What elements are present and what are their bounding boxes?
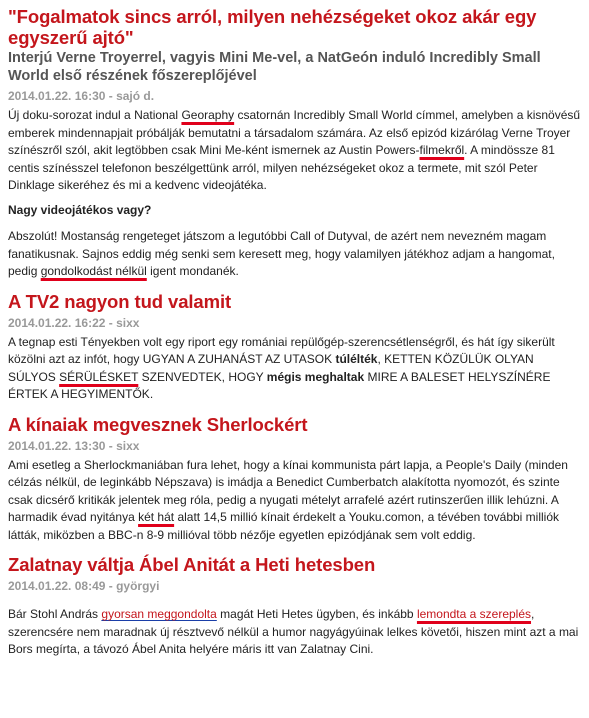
text-run: , szerencsére nem maradnak új résztvevő nélkül a humor nagyágyúinak lelkes követői, hiszen mint azt a mai Bors megírta, a távozó Ábel Anita helyére máris itt van Zalatnay Cini. [8, 607, 579, 656]
text-run: SZENVEDTEK, HOGY [138, 369, 267, 384]
typo-underline: SÉRÜLÉSKET [59, 369, 139, 384]
text-run: alatt 14,5 millió kínait érdekelt a Youku.comon, a tévében további milliók látták, miközben a BBC-n 8-9 millióval több nézője egyetlen epizódjának sem volt eddig. [8, 510, 559, 542]
article-subtitle: Interjú Verne Troyerrel, vagyis Mini Me-vel, a NatGeón induló Incredibly Small World első részének főszereplőjével [8, 50, 541, 84]
bold-run: mégis meghaltak [266, 369, 365, 384]
text-run: csatornán Incredibly Small World címmel, amelyben a kisnövésű emberek mindennapjait próbálják bemutatni a társadalom számára. Az első epizód kizárólag Verne Troyer színészről szól, akit legtöbben csak Mini Me-ként ismernek az Austin Powers- [8, 108, 581, 157]
article-title[interactable]: A kínaiak megvesznek Sherlockért [8, 413, 308, 435]
text-run: , KETTEN KÖZÜLÜK OLYAN SÚLYOS [8, 352, 534, 384]
text-run: magát Heti Hetes ügyben, és inkább [216, 607, 417, 621]
article-meta: 2014.01.22. 08:49 - györgyi [8, 579, 160, 593]
article-tv2 [8, 285, 581, 404]
text-run: A tegnap esti Tényekben volt egy riport egy romániai repülőgép-szerencsétlenségről, és hát így sikerült közölni azt az infót, hogy UGYAN A ZUHANÁST AZ UTASOK [8, 334, 555, 366]
article-title[interactable]: Zalatnay váltja Ábel Anitát a Heti hetesben [8, 554, 376, 575]
article-paragraph [8, 334, 581, 404]
article-paragraph [8, 606, 581, 659]
text-run: Ami esetleg a Sherlockmaniában fura lehet, hogy a kínai kommunista párt lapja, a People's Daily (minden célzás nélkül, de leginkább Népszava) is imádja a Benedict Cumberbatch alakította nyomozót, és szinte csak dicsérő kritikák jelentek meg róla, pedig a nyugati mételyt arrafelé azért rutinszerűen illik lehúzni. A harmadik évad nyitánya [8, 457, 568, 524]
article-meta: 2014.01.22. 16:30 - sajó d. [8, 89, 155, 103]
text-run: igent mondanék. [146, 264, 239, 278]
bold-run: túlélték [335, 352, 378, 366]
typo-underline: filmekről [419, 143, 465, 157]
article-title[interactable]: A TV2 nagyon tud valamit [8, 290, 232, 312]
interview-question: Nagy videojátékos vagy? [8, 202, 152, 217]
text-run: Bár Stohl András [8, 607, 102, 621]
typo-underline: Georaphy [181, 108, 235, 122]
text-run: Új doku-sorozat indul a National [8, 108, 182, 122]
article-link[interactable]: lemondta a szereplés [416, 607, 532, 621]
text-run: MIRE A BALESET HELYSZÍNÉRE ÉRTEK A HEGYIMENTŐK. [8, 369, 551, 401]
typo-underline: gondolkodást nélkül [40, 264, 147, 278]
article-paragraph [8, 228, 581, 281]
text-run: . A mindössze 81 centis színésszel telefonon beszélgettünk arról, milyen nehézségeket okoz a termete, mit szól Peter Dinklage sikeréhez és mi a kedvenc videojátéka. [8, 143, 555, 192]
article-zalatnay [8, 548, 581, 659]
article-meta: 2014.01.22. 16:22 - sixx [8, 315, 140, 330]
article-paragraph [8, 107, 581, 195]
article-link[interactable]: gyorsan meggondolta [101, 607, 217, 621]
article-verne-troyer [8, 0, 581, 281]
article-sherlock [8, 408, 581, 545]
typo-underline: két hát [138, 510, 175, 524]
article-paragraph [8, 457, 581, 545]
article-meta: 2014.01.22. 13:30 - sixx [8, 438, 140, 453]
text-run: Abszolút! Mostanság rengeteget játszom a legutóbbi Call of Dutyval, de azért nem nevezném magam fanatikusnak. Sajnos eddig még senki sem keresett meg, hogy valamilyen játékhoz adjam a hangomat, pedig [8, 229, 555, 278]
article-title[interactable]: "Fogalmatok sincs arról, milyen nehézségeket okoz akár egy egyszerű ajtó" [8, 6, 537, 48]
